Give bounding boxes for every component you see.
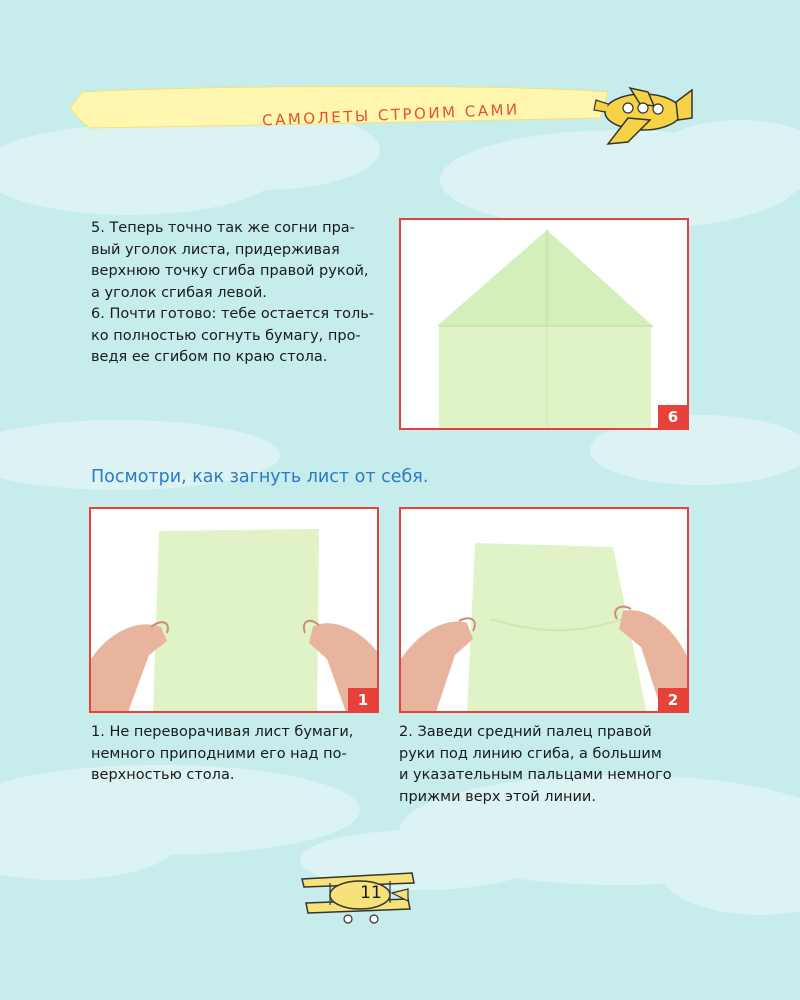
header-title: САМОЛЕТЫ СТРОИМ САМИ: [261, 100, 521, 130]
caption-step-2: 2. Заведи средний палец правой руки под линию сгиба, а большим и указательным пальцами немного прижми верх этой линии.: [399, 724, 672, 805]
airplane-icon: [588, 82, 698, 152]
photo-badge-6: 6: [658, 405, 688, 429]
hands-holding-paper-illustration: [91, 509, 379, 713]
photo-step-1: [89, 507, 379, 713]
photo-step-6: [399, 218, 689, 430]
page-number: 11: [360, 883, 382, 903]
section-heading: Посмотри, как загнуть лист от себя.: [91, 467, 429, 487]
hands-folding-paper-illustration: [401, 509, 689, 713]
steps-5-6-text: 5. Теперь точно так же согни пра- вый уголок листа, придерживая верхнюю точку сгиба правой рукой, а уголок сгибая левой. 6. Почти готово: тебе остается толь- ко полностью согнуть бумагу, про- ведя ее сгибом по краю стола.: [91, 220, 375, 365]
photo-step-2: [399, 507, 689, 713]
folded-paper-illustration: [401, 220, 689, 430]
photo-badge-1: 1: [348, 688, 378, 712]
photo-badge-2: 2: [658, 688, 688, 712]
caption-step-1: 1. Не переворачивая лист бумаги, немного приподними его над по- верхностью стола.: [91, 724, 354, 783]
